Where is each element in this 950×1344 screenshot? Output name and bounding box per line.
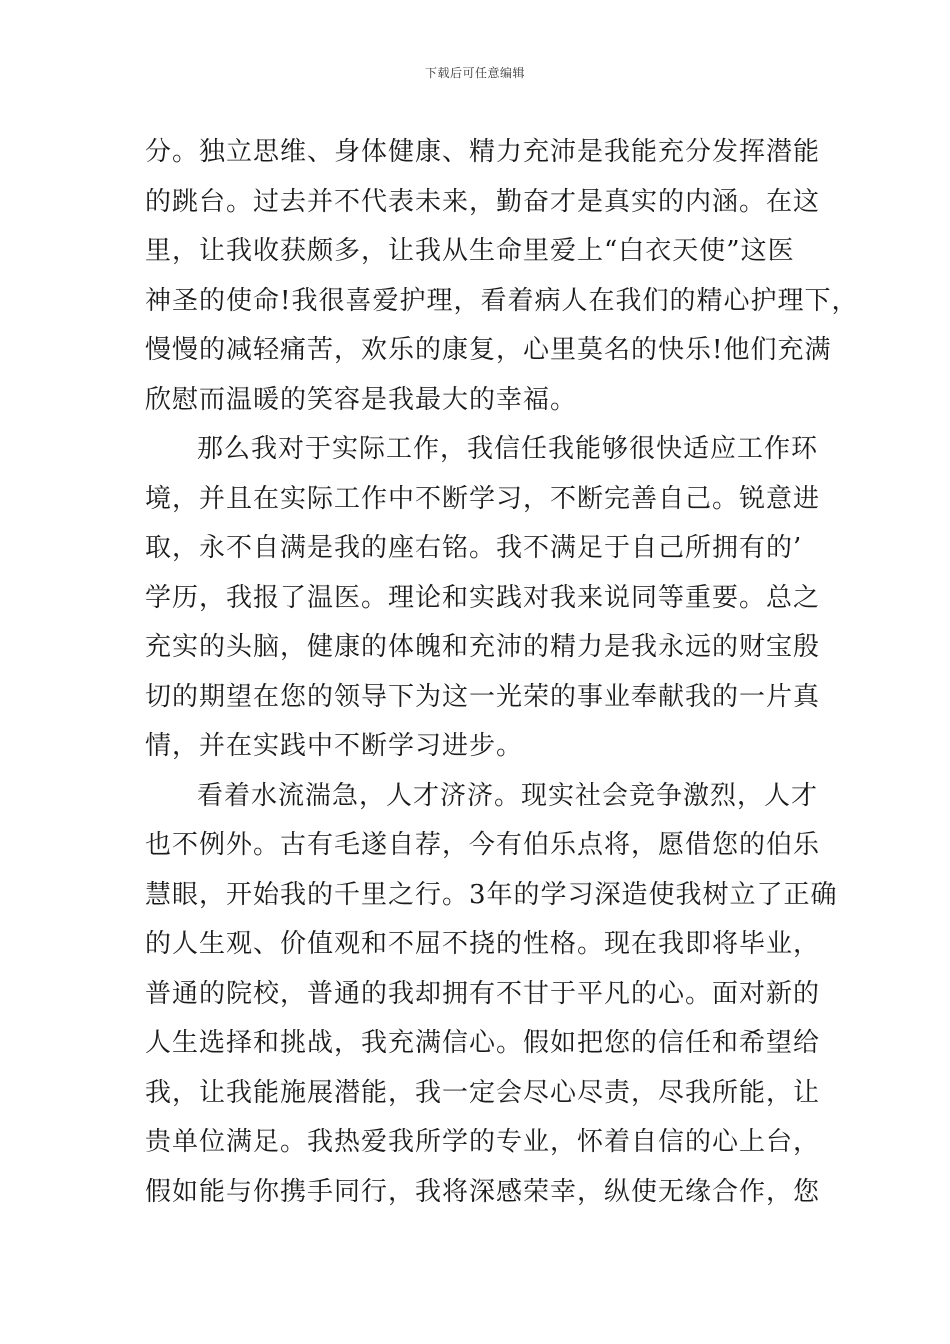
text-line: 境，并且在实际工作中不断学习，不断完善自己。锐意进 — [145, 483, 821, 514]
text-line: 普通的院校，普通的我却拥有不甘于平凡的心。面对新的 — [145, 978, 821, 1009]
text-line: 欣慰而温暖的笑容是我最大的幸福。 — [145, 384, 578, 415]
text-line: 我，让我能施展潜能，我一定会尽心尽责，尽我所能，让 — [145, 1077, 821, 1108]
text-line: 慧眼，开始我的千里之行。3年的学习深造使我树立了正确 — [145, 879, 838, 910]
text-line: 神圣的使命!我很喜爱护理，看着病人在我们的精心护理下， — [145, 285, 859, 316]
text-line: 情，并在实践中不断学习进步。 — [145, 731, 524, 761]
text-line: 的人生观、价值观和不屈不挠的性格。现在我即将毕业， — [145, 929, 821, 959]
text-line: 里，让我收获颇多，让我从生命里爱上“白衣天使”这医 — [145, 236, 795, 266]
document-body — [145, 128, 859, 1217]
text-line: 学历，我报了温医。理论和实践对我来说同等重要。总之 — [145, 582, 821, 613]
text-line: 充实的头脑，健康的体魄和充沛的精力是我永远的财宝殷 — [145, 632, 821, 662]
text-line: 也不例外。古有毛遂自荐，今有伯乐点将，愿借您的伯乐 — [145, 830, 821, 860]
text-line: 取，永不自满是我的座右铭。我不满足于自己所拥有的’ — [145, 533, 803, 563]
text-line: 贵单位满足。我热爱我所学的专业，怀着自信的心上台， — [145, 1127, 821, 1157]
text-line: 看着水流湍急，人才济济。现实社会竞争激烈，人才 — [197, 780, 819, 811]
text-line: 那么我对于实际工作，我信任我能够很快适应工作环 — [197, 434, 819, 464]
text-line: 切的期望在您的领导下为这一光荣的事业奉献我的一片真 — [145, 681, 821, 712]
text-line: 人生选择和挑战，我充满信心。假如把您的信任和希望给 — [145, 1028, 821, 1058]
text-line: 的跳台。过去并不代表未来，勤奋才是真实的内涵。在这 — [145, 186, 821, 217]
text-line: 假如能与你携手同行，我将深感荣幸，纵使无缘合作，您 — [145, 1176, 821, 1207]
page-header: 下载后可任意编辑 — [424, 66, 525, 80]
text-line: 慢慢的减轻痛苦，欢乐的康复，心里莫名的快乐!他们充满 — [145, 335, 832, 365]
text-line: 分。独立思维、身体健康、精力充沛是我能充分发挥潜能 — [145, 137, 821, 167]
